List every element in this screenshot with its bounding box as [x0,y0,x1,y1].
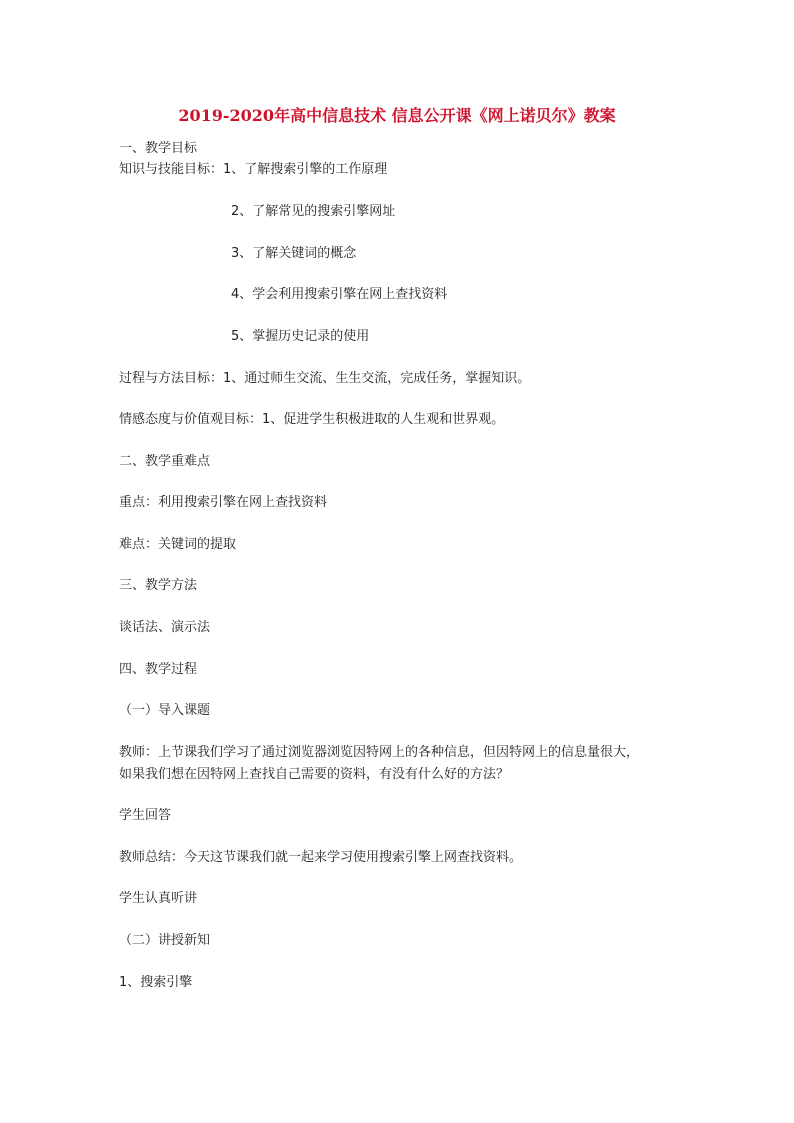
subsection-heading: （一）导入课题 [119,703,211,718]
paragraph-line: 如果我们想在因特网上查找自己需要的资料，有没有什么好的方法？ [119,767,510,782]
section-heading-process: 四、教学过程 [119,662,198,677]
section-heading-objectives: 一、教学目标 [119,141,198,156]
paragraph-line: 知识与技能目标：1、了解搜索引擎的工作原理 [119,162,388,177]
paragraph-line: 过程与方法目标：1、通过师生交流、生生交流，完成任务，掌握知识。 [119,371,531,386]
paragraph-line: 5、掌握历史记录的使用 [231,329,370,344]
paragraph-line: 3、了解关键词的概念 [231,246,357,261]
subsection-heading: （二）讲授新知 [119,933,211,948]
paragraph-line: 难点：关键词的提取 [119,537,237,552]
paragraph-line: 1、搜索引擎 [119,975,193,990]
paragraph-line: 2、了解常见的搜索引擎网址 [231,204,396,219]
paragraph-line: 教师：上节课我们学习了通过浏览器浏览因特网上的各种信息，但因特网上的信息量很大， [119,745,640,760]
section-heading-key-points: 二、教学重难点 [119,454,211,469]
paragraph-line: 学生认真听讲 [119,891,198,906]
section-heading-methods: 三、教学方法 [119,578,198,593]
paragraph-line: 学生回答 [119,808,172,823]
document-title: 2019-2020年高中信息技术 信息公开课《网上诺贝尔》教案 [178,106,616,125]
paragraph-line: 4、学会利用搜索引擎在网上查找资料 [231,287,448,302]
paragraph-line: 重点：利用搜索引擎在网上查找资料 [119,495,328,510]
paragraph-line: 谈话法、演示法 [119,620,211,635]
paragraph-line: 情感态度与价值观目标：1、促进学生积极进取的人生观和世界观。 [119,412,505,427]
paragraph-line: 教师总结：今天这节课我们就一起来学习使用搜索引擎上网查找资料。 [119,850,523,865]
